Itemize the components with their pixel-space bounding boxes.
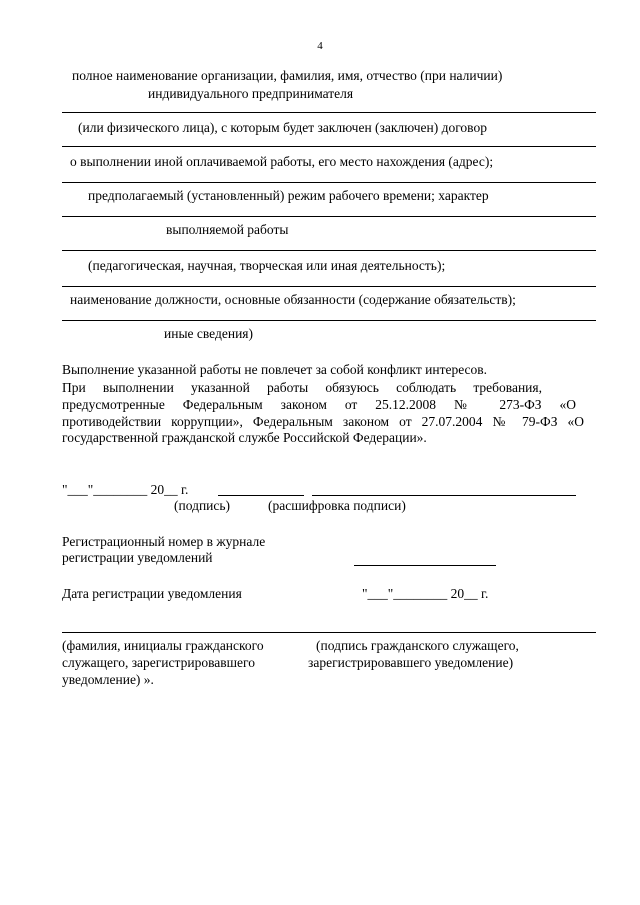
statement-line-3: предусмотренные Федеральным законом от 25.12.2008 № 273-ФЗ «О: [62, 397, 576, 412]
registration-date-label: Дата регистрации уведомления: [62, 586, 242, 601]
caption-entrepreneur: индивидуального предпринимателя: [148, 86, 354, 101]
footer-left-line-2: служащего, зарегистрировавшего: [62, 655, 255, 670]
caption-work-address: о выполнении иной оплачиваемой работы, его место нахождения (адрес);: [70, 154, 494, 169]
footer-left-line-3: уведомление) ».: [62, 672, 154, 687]
registration-date-value: "___"________ 20__ г.: [362, 586, 489, 601]
blank-line-5: [62, 250, 596, 251]
footer-right-line-1: (подпись гражданского служащего,: [316, 638, 519, 653]
statement-line-2: При выполнении указанной работы обязуюсь соблюдать требования,: [62, 380, 542, 395]
caption-contract-party: (или физического лица), с которым будет заключен (заключен) договор: [78, 120, 487, 135]
page-number: 4: [317, 40, 323, 52]
registration-number-line: [354, 565, 496, 566]
blank-line-2: [62, 146, 596, 147]
footer-left-line-1: (фамилия, инициалы гражданского: [62, 638, 264, 653]
signature-sign-label: (подпись): [174, 498, 231, 513]
statement-line-4: противодействии коррупции», Федеральным законом от 27.07.2004 № 79-ФЗ «О: [62, 414, 584, 429]
caption-work-performed: выполняемой работы: [166, 222, 289, 237]
blank-line-6: [62, 286, 596, 287]
blank-line-1: [62, 112, 596, 113]
blank-line-7: [62, 320, 596, 321]
signature-sign-line: [218, 495, 304, 496]
statement-line-1: Выполнение указанной работы не повлечет за собой конфликт интересов.: [62, 362, 488, 377]
caption-activity-type: (педагогическая, научная, творческая или иная деятельность);: [88, 258, 446, 273]
blank-line-4: [62, 216, 596, 217]
statement-line-5: государственной гражданской службе Российской Федерации».: [62, 430, 427, 445]
caption-working-hours: предполагаемый (установленный) режим рабочего времени; характер: [88, 188, 489, 203]
registration-number-label-1: Регистрационный номер в журнале: [62, 534, 266, 549]
signature-date: "___"________ 20__ г.: [62, 482, 189, 497]
footer-right-line-2: зарегистрировавшего уведомление): [308, 655, 514, 670]
footer-signature-line: [62, 632, 596, 633]
caption-org-name: полное наименование организации, фамилия, имя, отчество (при наличии): [72, 68, 503, 83]
caption-position-duties: наименование должности, основные обязанности (содержание обязательств);: [70, 292, 516, 307]
blank-line-3: [62, 182, 596, 183]
signature-decode-line: [312, 495, 576, 496]
signature-decode-label: (расшифровка подписи): [268, 498, 406, 513]
registration-number-label-2: регистрации уведомлений: [62, 550, 213, 565]
caption-other-info: иные сведения): [164, 326, 254, 341]
